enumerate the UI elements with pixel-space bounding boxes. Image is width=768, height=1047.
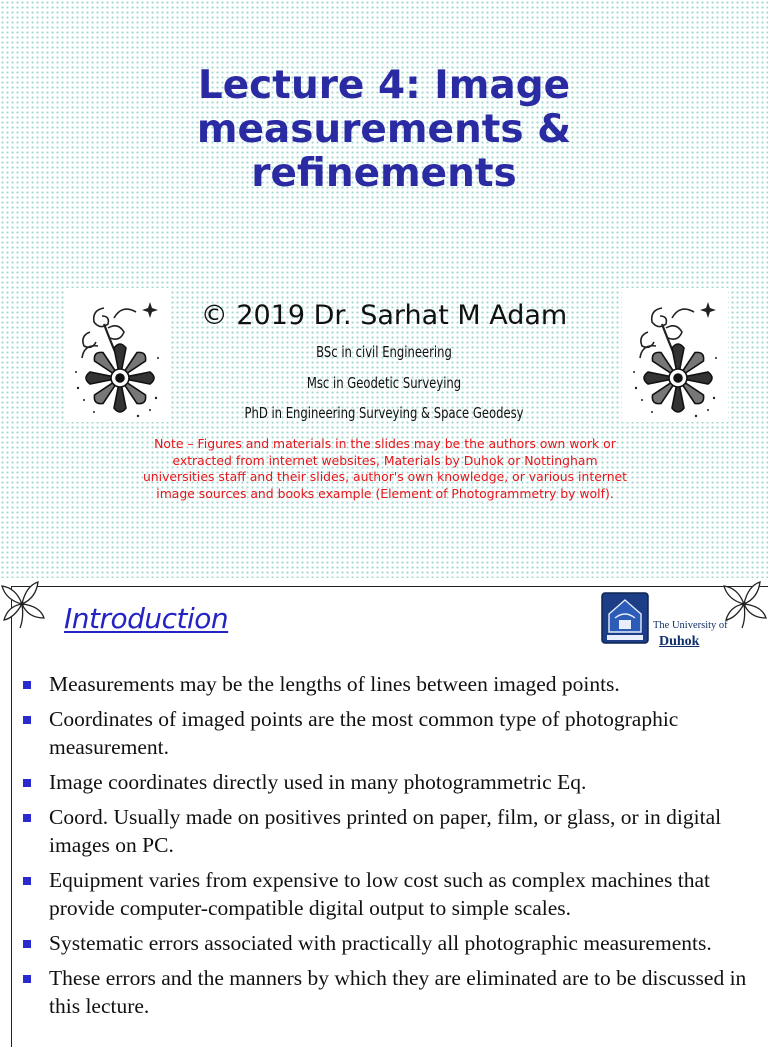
- degree-phd: PhD in Engineering Surveying & Space Geodesy: [244, 404, 524, 422]
- square-bullet-icon: [23, 975, 31, 983]
- square-bullet-icon: [23, 716, 31, 724]
- slide-heading: Introduction: [64, 602, 229, 635]
- square-bullet-icon: [23, 681, 31, 689]
- list-item: [20, 929, 755, 957]
- square-bullet-icon: [23, 779, 31, 787]
- title-line-3: refinements: [251, 151, 517, 196]
- list-item: [20, 803, 755, 859]
- list-item: [20, 705, 755, 761]
- author-line: © 2019 Dr. Sarhat M Adam: [200, 300, 568, 331]
- bullet-text: Image coordinates directly used in many photogrammetric Eq.: [49, 770, 587, 794]
- degree-msc: Msc in Geodetic Surveying: [306, 374, 462, 392]
- square-bullet-icon: [23, 877, 31, 885]
- university-name-line2: Duhok: [659, 634, 700, 649]
- title-line-1: Lecture 4: Image: [197, 63, 571, 108]
- note-line-3: universities staff and their slides, author's own knowledge, or various internet: [142, 469, 628, 484]
- bullet-text: Measurements may be the lengths of lines between imaged points.: [49, 672, 620, 696]
- list-item: [20, 670, 755, 698]
- introduction-slide: [0, 578, 768, 1024]
- list-item: [20, 964, 755, 1020]
- bullet-text: Equipment varies from expensive to low cost such as complex machines that provide computer-compatible digital output to simple scales.: [49, 868, 710, 920]
- university-logo: [601, 590, 728, 649]
- lily-icon: [722, 578, 768, 630]
- title-line-2: measurements &: [196, 107, 572, 152]
- note-line-1: Note – Figures and materials in the slides may be the authors own work or: [154, 436, 616, 451]
- lily-icon: [0, 578, 46, 630]
- lecture-title: [0, 64, 768, 196]
- bullet-text: These errors and the manners by which they are eliminated are to be discussed in this lecture.: [49, 966, 747, 1018]
- degree-bsc: BSc in civil Engineering: [316, 343, 452, 361]
- university-name-line1: The University of: [653, 620, 728, 631]
- university-emblem-icon: [601, 592, 649, 644]
- copyright-note: [140, 436, 630, 502]
- list-item: [20, 866, 755, 922]
- note-line-4: image sources and books example (Element of Photogrammetry by wolf).: [156, 485, 614, 501]
- bullet-text: Coord. Usually made on positives printed on paper, film, or glass, or in digital images on PC.: [49, 805, 722, 857]
- bullet-text: Coordinates of imaged points are the most common type of photographic measurement.: [49, 707, 679, 759]
- square-bullet-icon: [23, 940, 31, 948]
- list-item: [20, 768, 755, 796]
- bullet-list: [20, 670, 755, 1027]
- bullet-text: Systematic errors associated with practically all photographic measurements.: [49, 931, 712, 955]
- square-bullet-icon: [23, 814, 31, 822]
- note-line-2: extracted from internet websites, Materials by Duhok or Nottingham: [172, 452, 598, 468]
